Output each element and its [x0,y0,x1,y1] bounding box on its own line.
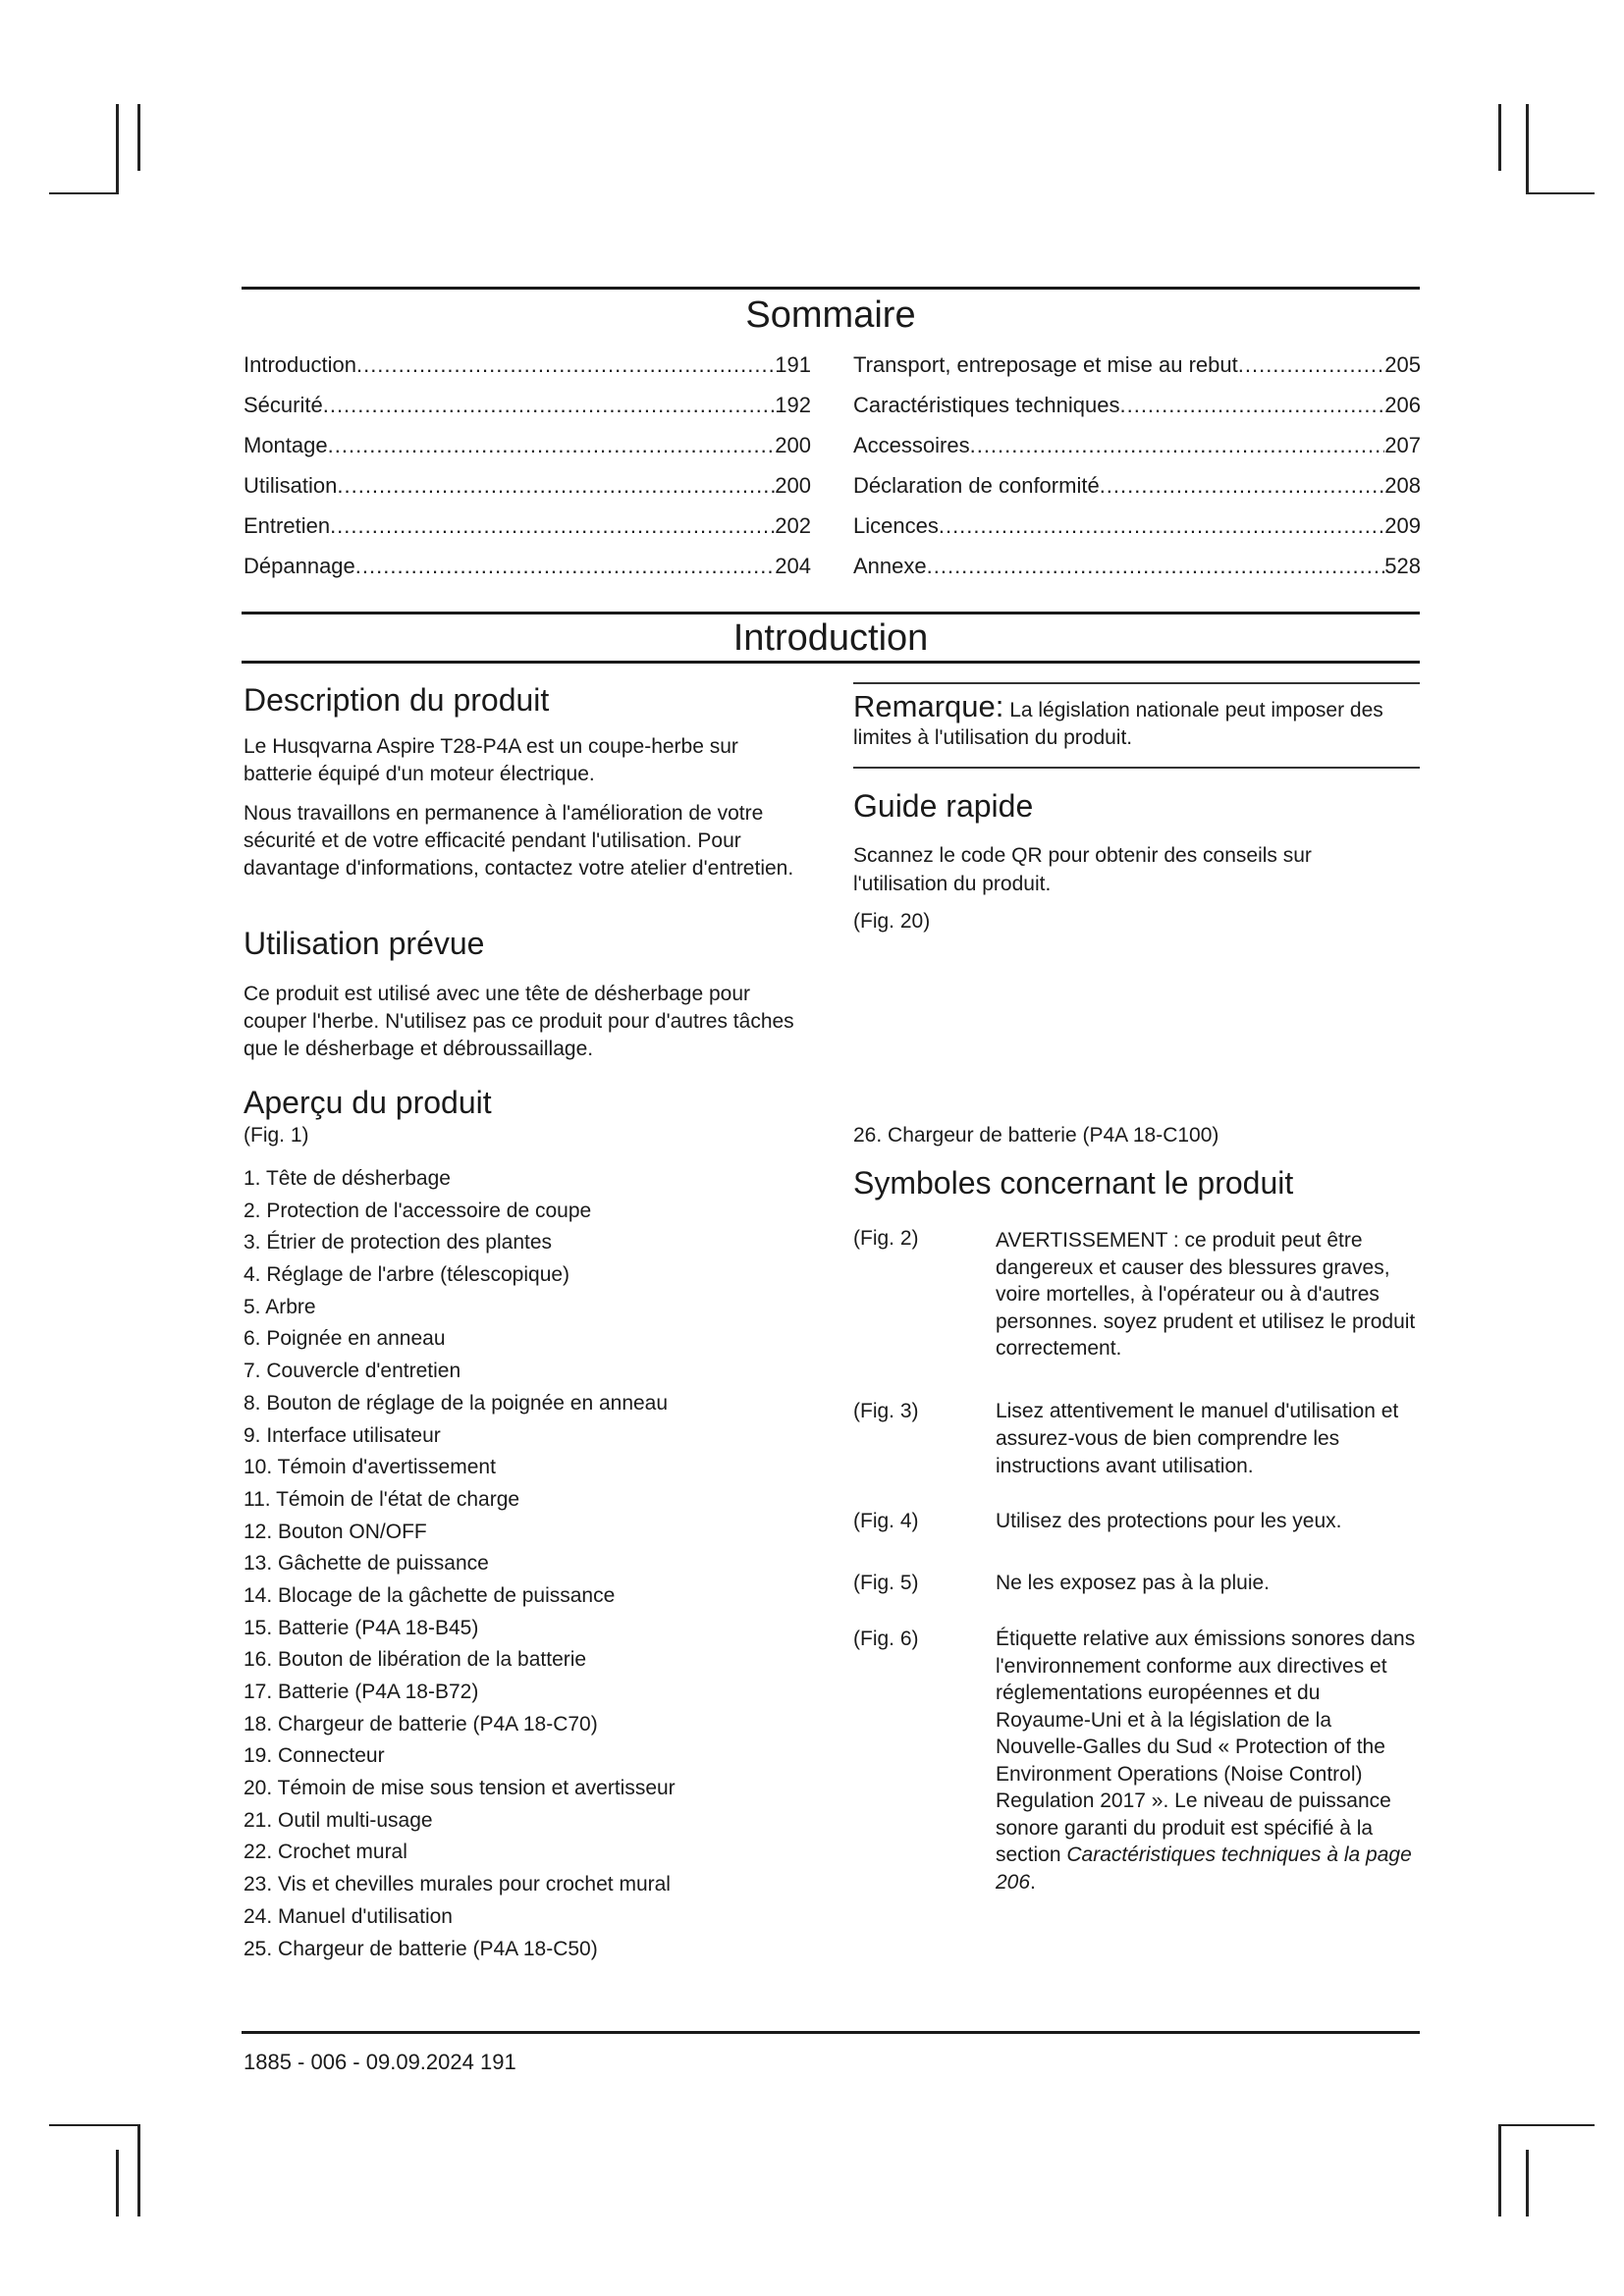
toc-entry[interactable]: Montage ..... 200 [244,433,811,473]
toc-entry[interactable]: Utilisation ..... 200 [244,473,811,513]
description-paragraph-1: Le Husqvarna Aspire T28-P4A est un coupe-herbe sur batterie équipé d'un moteur électrique. [244,735,738,785]
overview-fig-ref: (Fig. 1) [244,1124,309,1147]
description-heading: Description du produit [244,682,550,718]
list-item: 10. Témoin d'avertissement [244,1456,496,1479]
intended-use-heading: Utilisation prévue [244,926,485,961]
toc-left-column [244,352,811,594]
symbol-description-noise [996,1626,1420,1896]
list-item: 5. Arbre [244,1295,316,1318]
list-item: 8. Bouton de réglage de la poignée en anneau [244,1391,669,1415]
note-label: Remarque: [853,689,1004,723]
symbols-heading: Symboles concernant le produit [853,1165,1294,1201]
symbol-description: Lisez attentivement le manuel d'utilisation et assurez-vous de bien comprendre les instructions avant utilisation. [996,1400,1399,1477]
list-item: 7. Couvercle d'entretien [244,1360,461,1383]
footer-text: 1885 - 006 - 09.09.2024 191 [244,2050,516,2074]
toc-entry[interactable]: Introduction ..... 191 [244,352,811,393]
list-item: 14. Blocage de la gâchette de puissance [244,1583,616,1607]
symbol-fig-ref: (Fig. 6) [853,1628,919,1650]
toc-entry[interactable]: Transport, entreposage et mise au rebut ..... 205 [853,352,1421,393]
list-item: 2. Protection de l'accessoire de coupe [244,1199,592,1222]
toc-entry[interactable]: Accessoires ..... 207 [853,433,1421,473]
intro-bottom-rule [242,661,1420,664]
list-item: 16. Bouton de libération de la batterie [244,1648,587,1672]
toc-entry[interactable]: Caractéristiques techniques ..... 206 [853,393,1421,433]
note-block [853,689,1403,752]
list-item: 19. Connecteur [244,1744,385,1768]
symbol-description: Utilisez des protections pour les yeux. [996,1510,1342,1532]
overview-item-list [244,1163,833,1965]
list-item: 23. Vis et chevilles murales pour crochet mural [244,1873,671,1896]
symbol-fig-ref: (Fig. 3) [853,1400,919,1422]
tech-specs-link[interactable]: Caractéristiques techniques à la page 206 [996,1843,1412,1894]
footer-rule [242,2031,1420,2034]
note-text: La législation nationale peut imposer des limites à l'utilisation du produit. [853,699,1383,749]
toc-entry[interactable]: Sécurité ..... 192 [244,393,811,433]
symbol-fig-ref: (Fig. 5) [853,1572,919,1594]
list-item: 18. Chargeur de batterie (P4A 18-C70) [244,1712,598,1735]
list-item: 15. Batterie (P4A 18-B45) [244,1616,479,1639]
toc-entry[interactable]: Annexe ..... 528 [853,554,1421,594]
list-item: 25. Chargeur de batterie (P4A 18-C50) [244,1937,598,1960]
list-item: 22. Crochet mural [244,1841,407,1864]
quick-guide-paragraph: Scannez le code QR pour obtenir des conseils sur l'utilisation du produit. [853,844,1312,895]
symbol-description: AVERTISSEMENT : ce produit peut être dangereux et causer des blessures graves, voire mortelles, à l'opérateur ou à d'autres personnes. soyez prudent et utilisez le produit correctement. [996,1229,1416,1360]
toc-entry[interactable]: Déclaration de conformité ..... 208 [853,473,1421,513]
intro-top-rule [242,612,1420,614]
toc-entry[interactable]: Dépannage ..... 204 [244,554,811,594]
toc-right-column [853,352,1421,594]
toc-title: Sommaire [745,294,916,336]
description-paragraph-2: Nous travaillons en permanence à l'amélioration de votre sécurité et de votre efficacité pendant l'utilisation. Pour davantage d'informations, contactez votre atelier d'entretien. [244,802,794,880]
list-item: 20. Témoin de mise sous tension et avertisseur [244,1777,676,1800]
list-item: 17. Batterie (P4A 18-B72) [244,1681,479,1703]
noise-label-text: Étiquette relative aux émissions sonores dans l'environnement conforme aux directives et réglementations européennes et du Royaume-Uni et à la législation de la Nouvelle-Galles du Sud « Protection of the Environment Operations (Noise Control) Regulation 2017 ». Le niveau de puissance sonore garanti du produit est spécifié à la section [996,1628,1416,1866]
quick-guide-fig-ref: (Fig. 20) [853,910,931,933]
overview-item-26: 26. Chargeur de batterie (P4A 18-C100) [853,1124,1219,1147]
list-item: 12. Bouton ON/OFF [244,1520,427,1543]
list-item: 6. Poignée en anneau [244,1327,446,1351]
toc-entry[interactable]: Entretien ..... 202 [244,513,811,554]
symbol-fig-ref: (Fig. 4) [853,1510,919,1532]
toc-entry[interactable]: Licences ..... 209 [853,513,1421,554]
list-item: 9. Interface utilisateur [244,1423,441,1447]
toc-top-rule [242,287,1420,290]
noise-label-end: . [1030,1870,1036,1894]
note-top-rule [853,682,1420,684]
list-item: 24. Manuel d'utilisation [244,1904,453,1928]
intro-title: Introduction [732,617,929,659]
list-item: 21. Outil multi-usage [244,1808,433,1832]
overview-heading: Aperçu du produit [244,1085,492,1120]
intended-use-paragraph: Ce produit est utilisé avec une tête de désherbage pour couper l'herbe. N'utilisez pas ce produit pour d'autres tâches que le désherbage et débroussaillage. [244,983,794,1060]
list-item: 4. Réglage de l'arbre (télescopique) [244,1263,570,1287]
list-item: 1. Tête de désherbage [244,1167,451,1190]
list-item: 3. Étrier de protection des plantes [244,1231,553,1255]
list-item: 13. Gâchette de puissance [244,1552,489,1575]
symbol-description: Ne les exposez pas à la pluie. [996,1572,1270,1594]
list-item: 11. Témoin de l'état de charge [244,1487,520,1511]
quick-guide-heading: Guide rapide [853,788,1034,824]
symbol-fig-ref: (Fig. 2) [853,1227,919,1250]
note-bottom-rule [853,767,1420,769]
